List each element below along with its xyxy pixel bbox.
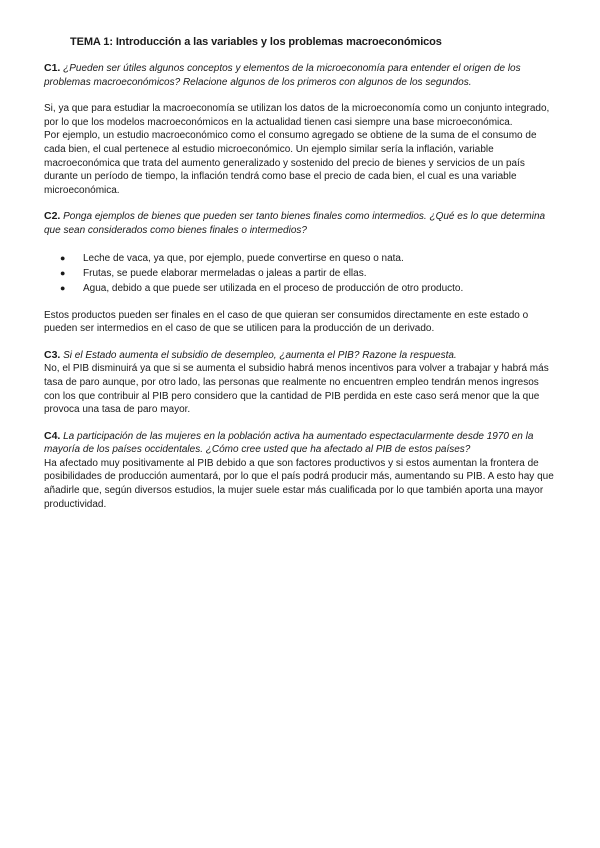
- answer-c3: No, el PIB disminuirá ya que si se aumenta el subsidio habrá menos incentivos para volver a trabajar y habrá más tasa de paro aunque, por otro lado, las personas que realmente no encuentren empleo tendrán menos ingresos con los que contribuir al PIB pero considero que la cantidad de PIB perdida en este caso será menor que la que provoca una tasa de paro mayor.: [44, 363, 549, 416]
- list-item: ● Frutas, se puede elaborar mermeladas o jaleas a partir de ellas.: [60, 267, 367, 279]
- question-c4-text: La participación de las mujeres en la población activa ha aumentado espectacularmente desde 1970 en la mayoría de los países occidentales. ¿Cómo cree usted que ha afectado al PIB de estos países?: [44, 430, 534, 456]
- list-item: ● Agua, debido a que puede ser utilizada en el proceso de producción de otro producto.: [60, 282, 464, 294]
- question-c4-label: C4.: [44, 429, 61, 442]
- question-c1: [44, 62, 556, 89]
- question-c1-label: C1.: [44, 62, 61, 74]
- question-c3: [44, 349, 556, 363]
- question-c2-label: C2.: [44, 210, 61, 223]
- answer-c2: Estos productos pueden ser finales en el caso de que quieran ser consumidos directamente en este estado o pueden ser intermedios en el caso de que se utilicen para la producción de un derivado.: [44, 309, 529, 335]
- document-title: TEMA 1: Introducción a las variables y los problemas macroeconómicos: [70, 36, 442, 48]
- question-c2: [44, 210, 556, 237]
- question-c1-text: ¿Pueden ser útiles algunos conceptos y elementos de la microeconomía para entender el origen de los problemas macroeconómicos? Relacione algunos de los primeros con algunos de los segundos.: [44, 63, 521, 88]
- examples-list: [44, 251, 556, 296]
- question-c3-text: Si el Estado aumenta el subsidio de desempleo, ¿aumenta el PIB? Razone la respuesta.: [60, 349, 457, 361]
- answer-c1-paragraph-2: Por ejemplo, un estudio macroeconómico como el consumo agregado se obtiene de la suma de el consumo de cada bien, el cual pertenece al estudio microeconómico. Un ejemplo similar sería la inflación, variable macroeconómica que trata del aumento generalizado y sostenido del precio de bienes y servicios de un país durante un período de tiempo, la inflación tendrá como base el precio de cada bien, el cual es una variable microeconómica.: [44, 130, 537, 196]
- answer-c4: Ha afectado muy positivamente al PIB debido a que son factores productivos y si estos aumentan la frontera de posibilidades de producción aumentará, por lo que el país podrá producir más, aumentando su PIB. A esto hay que añadirle que, según diversos estudios, la mujer suele estar más cualificada por lo que también aporta una mayor productividad.: [44, 457, 554, 510]
- question-c2-text: Ponga ejemplos de bienes que pueden ser tanto bienes finales como intermedios. ¿Qué es lo que determina que sean considerados como bienes finales o intermedios?: [44, 211, 546, 236]
- question-c4: [44, 430, 556, 457]
- bullet-icon: ●: [60, 282, 66, 293]
- question-c3-label: C3.: [44, 348, 61, 361]
- answer-c1-paragraph-1: Si, ya que para estudiar la macroeconomía se utilizan los datos de la microeconomía como un conjunto integrado, por lo que los modelos macroeconómicos en la actualidad tienen casi siempre una base microeconómica.: [44, 103, 550, 128]
- list-item: ● Leche de vaca, ya que, por ejemplo, puede convertirse en queso o nata.: [60, 252, 404, 264]
- bullet-icon: ●: [60, 252, 66, 263]
- bullet-icon: ●: [60, 267, 66, 278]
